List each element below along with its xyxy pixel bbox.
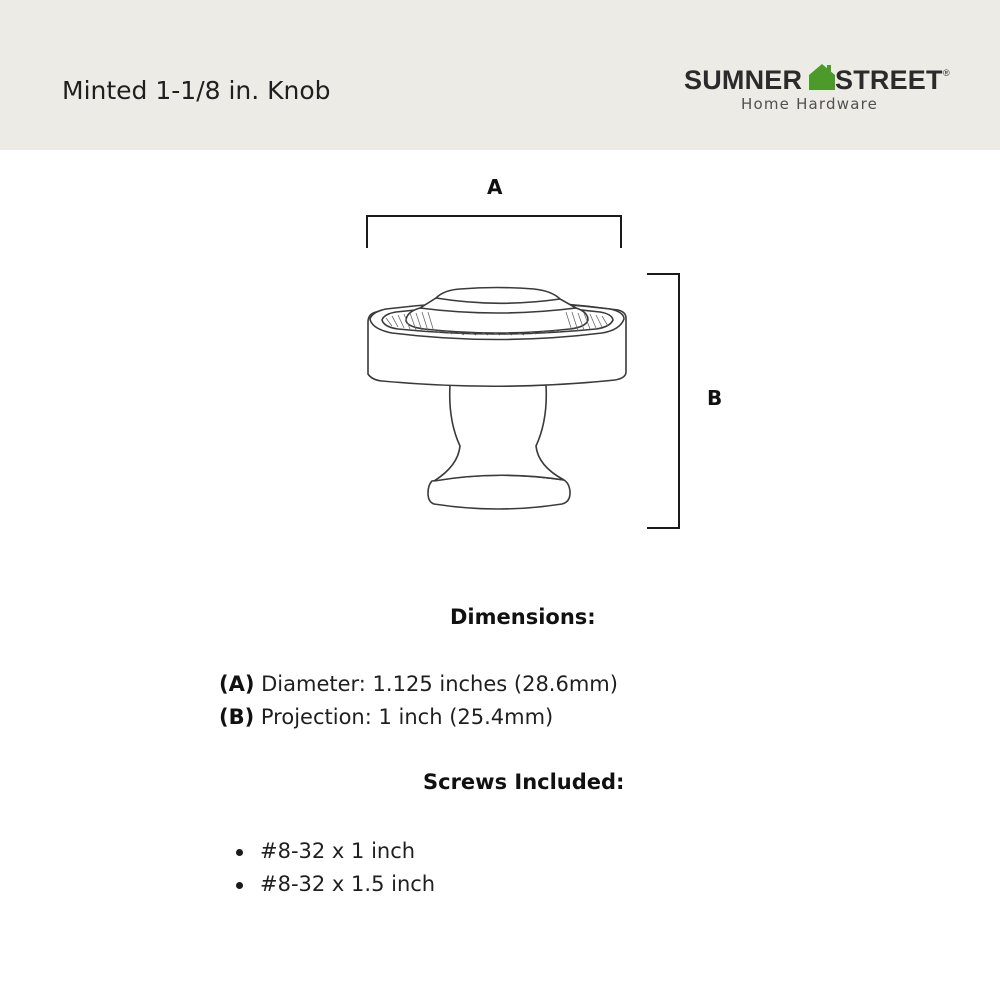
- logo-word-street: STREET: [835, 65, 943, 95]
- list-item: [236, 835, 435, 868]
- dimension-label-b: B: [707, 386, 723, 410]
- dimension-bracket-b: [647, 274, 679, 528]
- spec-key-b: (B): [219, 705, 255, 729]
- product-title: Minted 1-1/8 in. Knob: [62, 76, 331, 105]
- screw-item-text: #8-32 x 1 inch: [260, 839, 416, 863]
- screw-item-text: #8-32 x 1.5 inch: [260, 872, 436, 896]
- screws-heading: Screws Included:: [423, 770, 625, 794]
- spec-text-a: Diameter: 1.125 inches (28.6mm): [261, 672, 618, 696]
- header-banner: [0, 0, 1000, 150]
- dimension-label-a: A: [487, 175, 503, 199]
- dimension-spec-diameter: [219, 671, 618, 697]
- dimensions-heading: Dimensions:: [450, 605, 596, 629]
- registered-mark: ®: [943, 68, 950, 78]
- logo-tagline: Home Hardware: [741, 95, 879, 113]
- screw-list: [236, 835, 435, 901]
- list-item: [236, 868, 435, 901]
- logo-word-sumner: SUMNER: [684, 65, 803, 95]
- house-icon: [807, 62, 837, 92]
- dimension-spec-projection: [219, 704, 553, 730]
- spec-key-a: (A): [219, 672, 255, 696]
- bullet-icon: [236, 849, 243, 856]
- dimension-bracket-a: [367, 216, 621, 248]
- knob-drawing: [0, 150, 1000, 570]
- brand-logo: [684, 60, 954, 116]
- bullet-icon: [236, 882, 243, 889]
- spec-text-b: Projection: 1 inch (25.4mm): [260, 705, 554, 729]
